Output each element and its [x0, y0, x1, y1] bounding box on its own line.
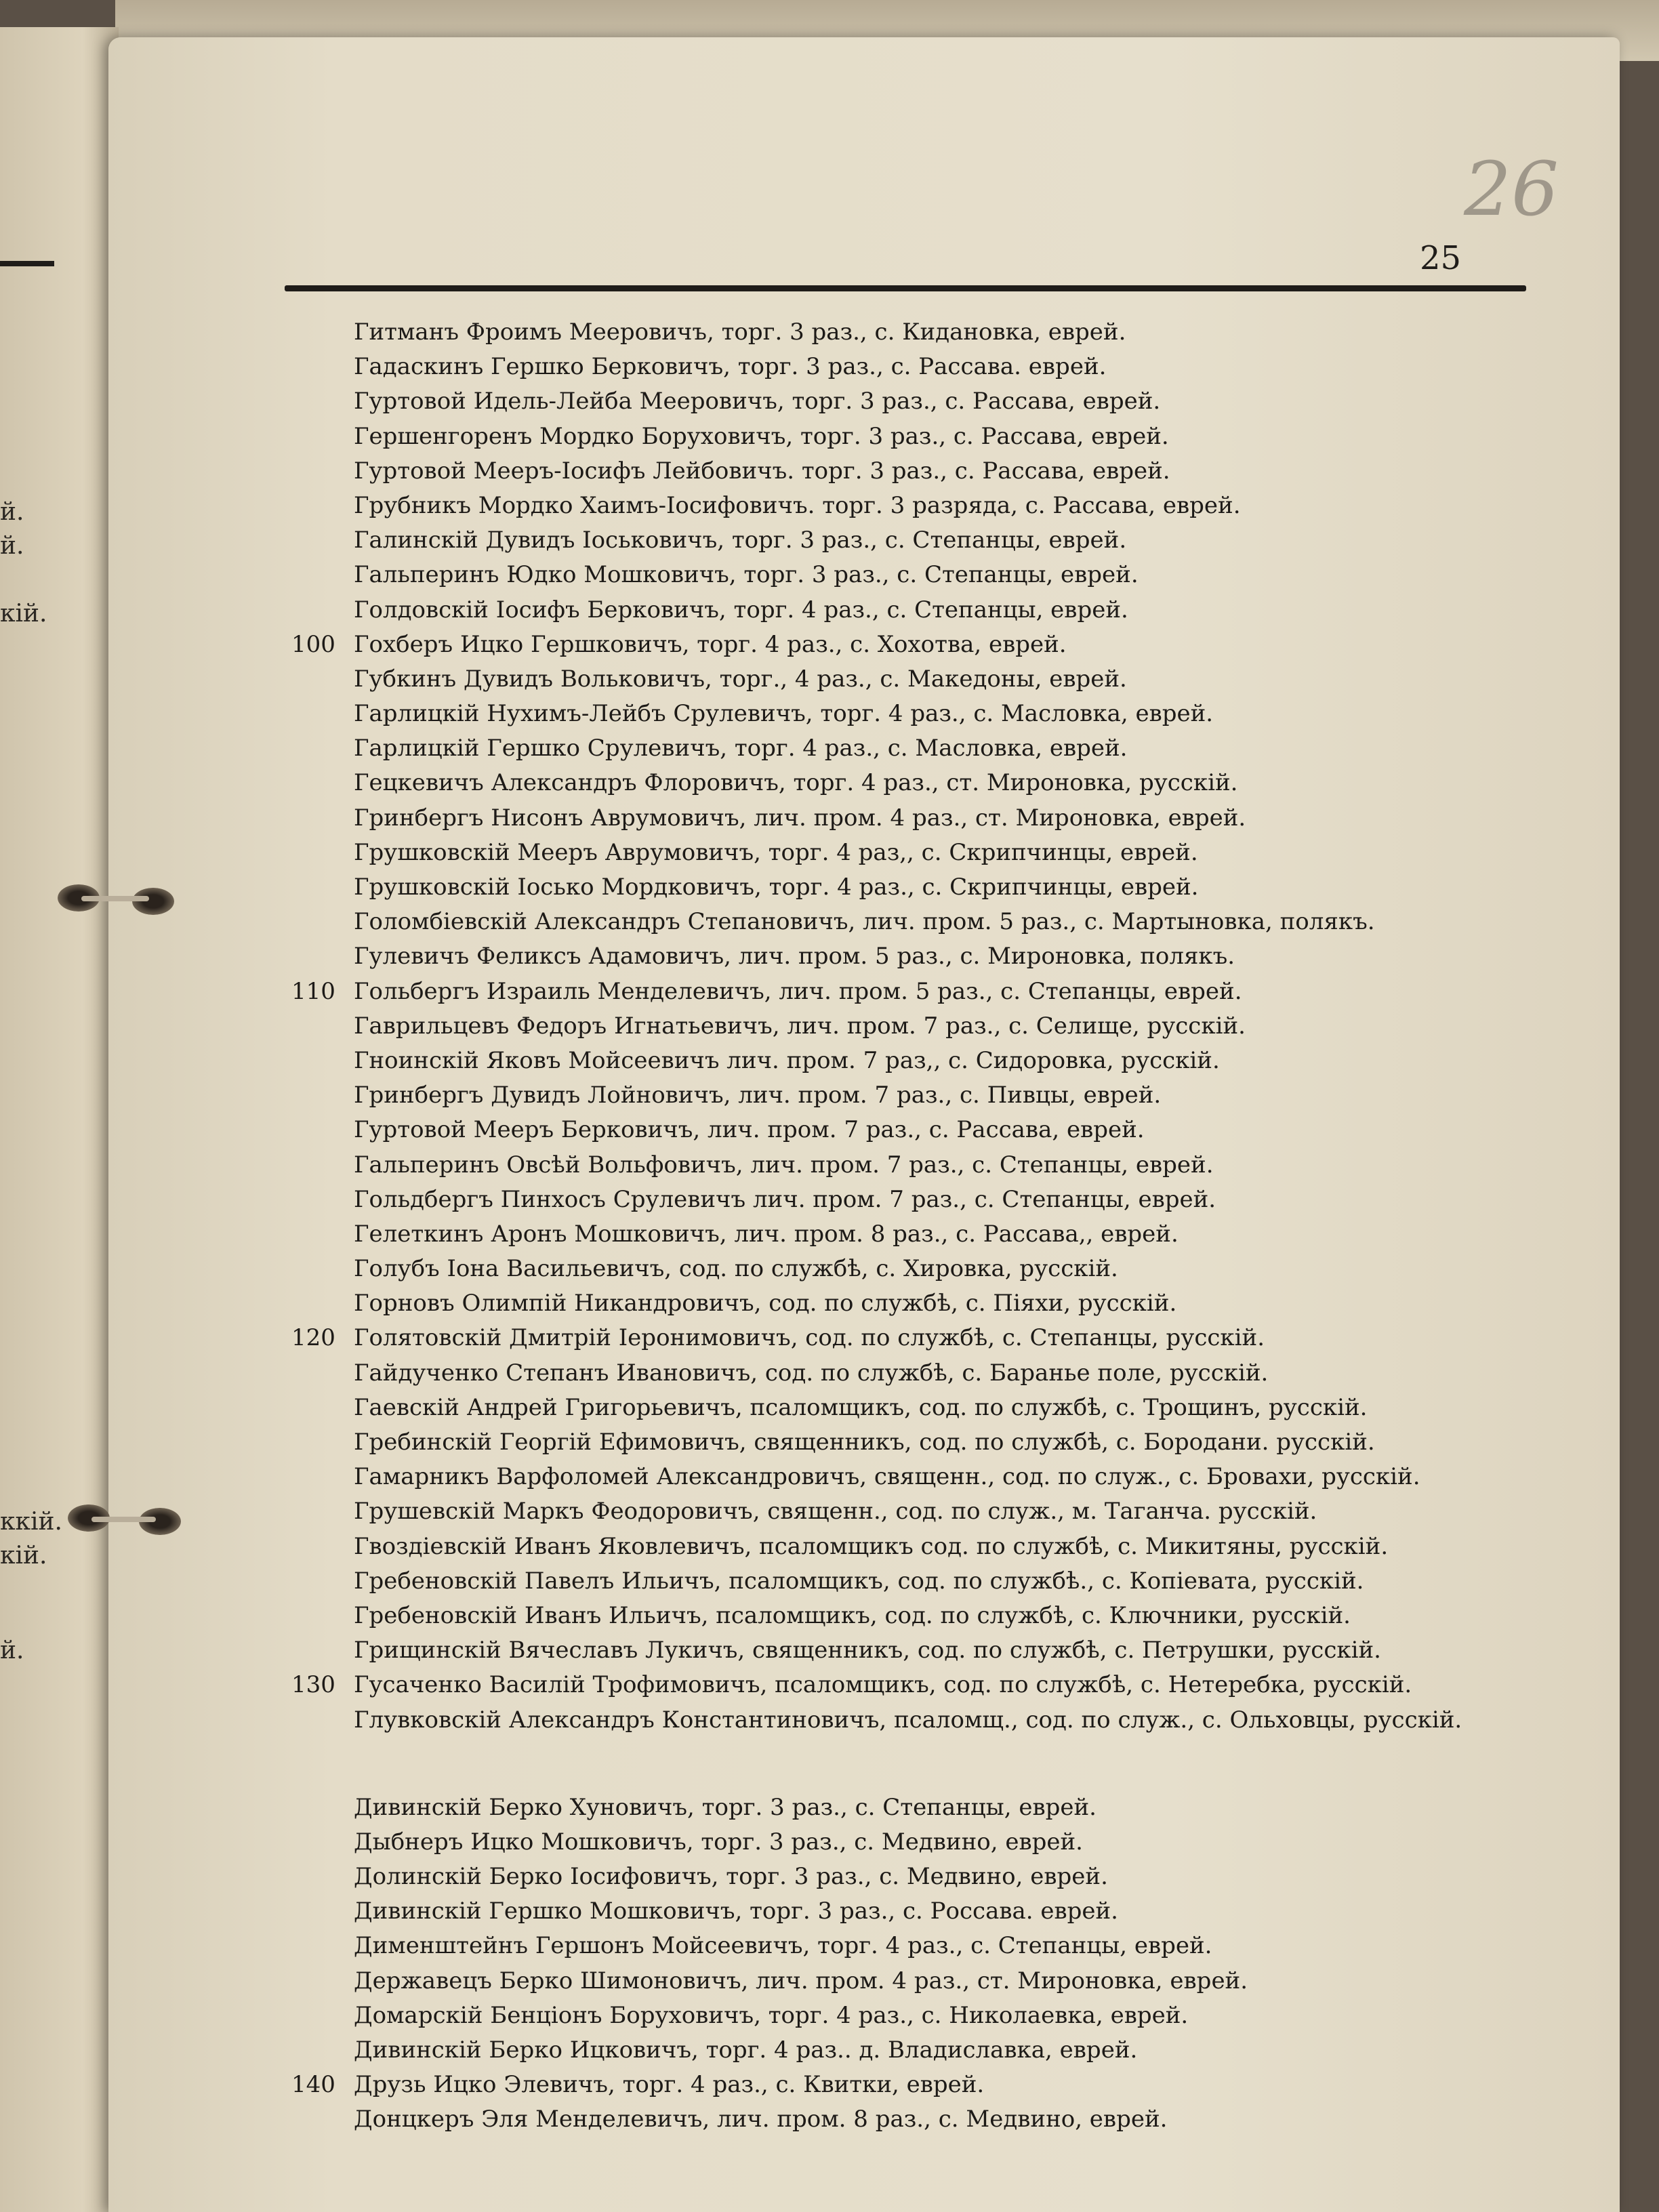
entry-number: 110	[291, 977, 335, 1005]
list-item	[291, 1494, 1579, 1529]
entry-text: Гулевичъ Феликсъ Адамовичъ, лич. пром. 5 раз., с. Мироновка, полякъ.	[354, 943, 1235, 970]
list-item	[291, 766, 1579, 800]
entry-text: Горновъ Олимпiй Никандровичъ, сод. по службѣ, с. Пiяхи, русскiй.	[354, 1290, 1177, 1317]
entry-text: Губкинъ Дувидъ Вольковичъ, торг., 4 раз., с. Македоны, еврей.	[354, 665, 1127, 693]
list-item	[291, 662, 1579, 697]
entry-number: 130	[291, 1671, 335, 1699]
entry-text: Гольбергъ Израиль Менделевичъ, лич. пром. 5 раз., с. Степанцы, еврей.	[354, 977, 1242, 1005]
list-item	[291, 2033, 1579, 2068]
entry-text: Гальперинъ Овсѣй Вольфовичъ, лич. пром. 7 раз., с. Степанцы, еврей.	[354, 1151, 1214, 1179]
entry-text: Гринбергъ Дувидъ Лойновичъ, лич. пром. 7 раз., с. Пивцы, еврей.	[354, 1082, 1162, 1109]
list-item	[291, 1113, 1579, 1147]
list-item	[291, 939, 1579, 974]
list-item	[291, 1825, 1579, 1860]
list-item	[291, 1252, 1579, 1286]
list-item	[291, 697, 1579, 731]
document-page	[108, 37, 1620, 2212]
list-item	[291, 1044, 1579, 1078]
entry-text: Дивинскiй Берко Ицковичъ, торг. 4 раз.. д. Владиславка, еврей.	[354, 2036, 1138, 2064]
list-item	[291, 489, 1579, 523]
list-item	[291, 1321, 1579, 1355]
list-item	[291, 801, 1579, 836]
list-item	[291, 1929, 1579, 1963]
entry-text: Гребеновскiй Иванъ Ильичъ, псаломщикъ, сод. по службѣ, с. Ключники, русскiй.	[354, 1601, 1351, 1629]
list-item	[291, 1964, 1579, 1999]
entry-text: Грушковскiй Мееръ Аврумовичъ, торг. 4 раз,, с. Скрипчинцы, еврей.	[354, 838, 1198, 866]
entry-text: Долинскiй Берко Iосифовичъ, торг. 3 раз., с. Медвино, еврей.	[354, 1863, 1108, 1891]
entry-list	[291, 315, 1579, 2137]
entry-text: Глувковскiй Александръ Константиновичъ, псаломщ., сод. по служ., с. Ольховцы, русскiй.	[354, 1706, 1462, 1734]
list-item	[291, 1078, 1579, 1113]
list-item	[291, 1286, 1579, 1321]
entry-text: Гринбергъ Нисонъ Аврумовичъ, лич. пром. 4 раз., ст. Мироновка, еврей.	[354, 804, 1246, 832]
list-item	[291, 454, 1579, 489]
list-item	[291, 419, 1579, 454]
entry-text: Голдовскiй Iосифъ Берковичъ, торг. 4 раз., с. Степанцы, еврей.	[354, 596, 1128, 623]
entry-text: Гаврильцевъ Федоръ Игнатьевичъ, лич. пром. 7 раз., с. Селище, русскiй.	[354, 1012, 1246, 1040]
entry-text: Гарлицкiй Гершко Срулевичъ, торг. 4 раз., с. Масловка, еврей.	[354, 735, 1128, 762]
entry-text: Дыбнеръ Ицко Мошковичъ, торг. 3 раз., с. Медвино, еврей.	[354, 1828, 1083, 1856]
list-item	[291, 1860, 1579, 1894]
entry-text: Гальперинъ Юдко Мошковичъ, торг. 3 раз., с. Степанцы, еврей.	[354, 561, 1139, 589]
list-item	[291, 558, 1579, 592]
entry-text: Гребинскiй Георгiй Ефимовичъ, священникъ, сод. по службѣ, с. Бородани. русскiй.	[354, 1429, 1375, 1456]
entry-text: Гохберъ Ицко Гершковичъ, торг. 4 раз., с. Хохотва, еврей.	[354, 630, 1067, 658]
entry-number: 140	[291, 2071, 335, 2099]
page-number: 25	[1420, 239, 1462, 277]
list-item	[291, 384, 1579, 419]
list-item	[291, 1425, 1579, 1460]
entry-text: Дивинскiй Гершко Мошковичъ, торг. 3 раз., с. Россава. еврей.	[354, 1898, 1118, 1925]
entry-text: Гноинскiй Яковъ Мойсеевичъ лич. пром. 7 раз,, с. Сидоровка, русскiй.	[354, 1046, 1220, 1074]
binding-cord	[81, 896, 149, 901]
list-item	[291, 1148, 1579, 1183]
entry-text: Донцкеръ Эля Менделевичъ, лич. пром. 8 раз., с. Медвино, еврей.	[354, 2106, 1168, 2133]
list-item	[291, 836, 1579, 870]
entry-text: Дивинскiй Берко Хуновичъ, торг. 3 раз., с. Степанцы, еврей.	[354, 1793, 1097, 1821]
entry-text: Дименштейнъ Гершонъ Мойсеевичъ, торг. 4 раз., с. Степанцы, еврей.	[354, 1932, 1212, 1960]
list-item	[291, 870, 1579, 905]
list-item	[291, 2102, 1579, 2137]
entry-text: Голубъ Iона Васильевичъ, сод. по службѣ, с. Хировка, русскiй.	[354, 1255, 1118, 1283]
list-item	[291, 2068, 1579, 2102]
entry-text: Гребеновскiй Павелъ Ильичъ, псаломщикъ, сод. по службѣ., с. Копiевата, русскiй.	[354, 1567, 1364, 1595]
list-item	[291, 1633, 1579, 1668]
list-item	[291, 1183, 1579, 1217]
list-item	[291, 1668, 1579, 1702]
entry-text: Гитманъ Фроимъ Мееровичъ, торг. 3 раз., с. Кидановка, еврей.	[354, 319, 1126, 346]
list-item	[291, 523, 1579, 558]
left-page-fragment: кiй.	[0, 1542, 47, 1570]
entry-number: 120	[291, 1324, 335, 1352]
binding-hole	[132, 888, 174, 915]
entry-text: Гусаченко Василiй Трофимовичъ, псаломщикъ, сод. по службѣ, с. Нетеребка, русскiй.	[354, 1671, 1412, 1699]
left-page-rule	[0, 261, 54, 266]
list-item	[291, 1790, 1579, 1825]
entry-number: 100	[291, 630, 335, 658]
list-item	[291, 905, 1579, 939]
entry-text: Гольдбергъ Пинхосъ Срулевичъ лич. пром. 7 раз., с. Степанцы, еврей.	[354, 1185, 1216, 1213]
entry-text: Домарскiй Бенцiонъ Боруховичъ, торг. 4 раз., с. Николаевка, еврей.	[354, 2001, 1189, 2029]
list-item	[291, 1217, 1579, 1252]
handwritten-page-number: 26	[1464, 146, 1559, 232]
list-item	[291, 1009, 1579, 1044]
list-item	[291, 628, 1579, 662]
list-item	[291, 315, 1579, 350]
list-item	[291, 1356, 1579, 1391]
entry-text: Грищинскiй Вячеславъ Лукичъ, священникъ, сод. по службѣ, с. Петрушки, русскiй.	[354, 1637, 1381, 1664]
left-page-fragment: й.	[0, 532, 24, 560]
left-page-fragment: й.	[0, 498, 24, 526]
left-page-fragment: кiй.	[0, 600, 47, 628]
entry-text: Гершенгоренъ Мордко Боруховичъ, торг. 3 раз., с. Рассава, еврей.	[354, 422, 1169, 450]
left-page	[0, 27, 119, 2212]
binding-cord	[91, 1517, 156, 1522]
entry-text: Гецкевичъ Александръ Флоровичъ, торг. 4 раз., ст. Мироновка, русскiй.	[354, 769, 1238, 797]
section-gap	[291, 1738, 1579, 1790]
list-item	[291, 1530, 1579, 1564]
entry-text: Голомбiевскiй Александръ Степановичъ, лич. пром. 5 раз., с. Мартыновка, полякъ.	[354, 908, 1375, 936]
entry-text: Грушевскiй Маркъ Феодоровичъ, священн., сод. по служ., м. Таганча. русскiй.	[354, 1498, 1317, 1525]
list-item	[291, 1460, 1579, 1494]
list-item	[291, 1703, 1579, 1738]
entry-text: Гелеткинъ Аронъ Мошковичъ, лич. пром. 8 раз., с. Рассава,, еврей.	[354, 1220, 1179, 1248]
entry-text: Гадаскинъ Гершко Берковичъ, торг. 3 раз., с. Рассава. еврей.	[354, 353, 1107, 381]
entry-text: Гуртовой Идель-Лейба Мееровичъ, торг. 3 раз., с. Рассава, еврей.	[354, 388, 1161, 415]
entry-text: Галинскiй Дувидъ Iоськовичъ, торг. 3 раз., с. Степанцы, еврей.	[354, 527, 1127, 554]
list-item	[291, 593, 1579, 628]
left-page-fragment: й.	[0, 1637, 24, 1664]
entry-text: Гвоздiевскiй Иванъ Яковлевичъ, псаломщикъ сод. по службѣ, с. Микитяны, русскiй.	[354, 1532, 1389, 1560]
list-item	[291, 975, 1579, 1009]
entry-text: Гарлицкiй Нухимъ-Лейбъ Срулевичъ, торг. 4 раз., с. Масловка, еврей.	[354, 700, 1214, 728]
list-item	[291, 1391, 1579, 1425]
entry-text: Державецъ Берко Шимоновичъ, лич. пром. 4 раз., ст. Мироновка, еврей.	[354, 1967, 1248, 1994]
entry-text: Грубникъ Мордко Хаимъ-Iосифовичъ. торг. 3 разряда, с. Рассава, еврей.	[354, 491, 1241, 519]
list-item	[291, 350, 1579, 384]
left-page-fragment: ккiй.	[0, 1508, 62, 1536]
list-item	[291, 1999, 1579, 2033]
entry-text: Гуртовой Мееръ-Iосифъ Лейбовичъ. торг. 3 раз., с. Рассава, еврей.	[354, 457, 1170, 485]
list-item	[291, 731, 1579, 766]
entry-text: Друзь Ицко Элевичъ, торг. 4 раз., с. Квитки, еврей.	[354, 2071, 985, 2099]
entry-text: Гайдученко Степанъ Ивановичъ, сод. по службѣ, с. Баранье поле, русскiй.	[354, 1359, 1269, 1387]
entry-text: Гаевскiй Андрей Григорьевичъ, псаломщикъ, сод. по службѣ, с. Трощинъ, русскiй.	[354, 1393, 1368, 1421]
entry-text: Голятовскiй Дмитрiй Iеронимовичъ, сод. по службѣ, с. Степанцы, русскiй.	[354, 1324, 1265, 1352]
entry-text: Гамарникъ Варфоломей Александровичъ, священн., сод. по служ., с. Бровахи, русскiй.	[354, 1463, 1420, 1491]
list-item	[291, 1564, 1579, 1599]
entry-text: Гуртовой Мееръ Берковичъ, лич. пром. 7 раз., с. Рассава, еврей.	[354, 1116, 1145, 1144]
list-item	[291, 1599, 1579, 1633]
entry-text: Грушковскiй Iосько Мордковичъ, торг. 4 раз., с. Скрипчинцы, еврей.	[354, 874, 1199, 901]
list-item	[291, 1894, 1579, 1929]
header-rule	[285, 285, 1526, 291]
